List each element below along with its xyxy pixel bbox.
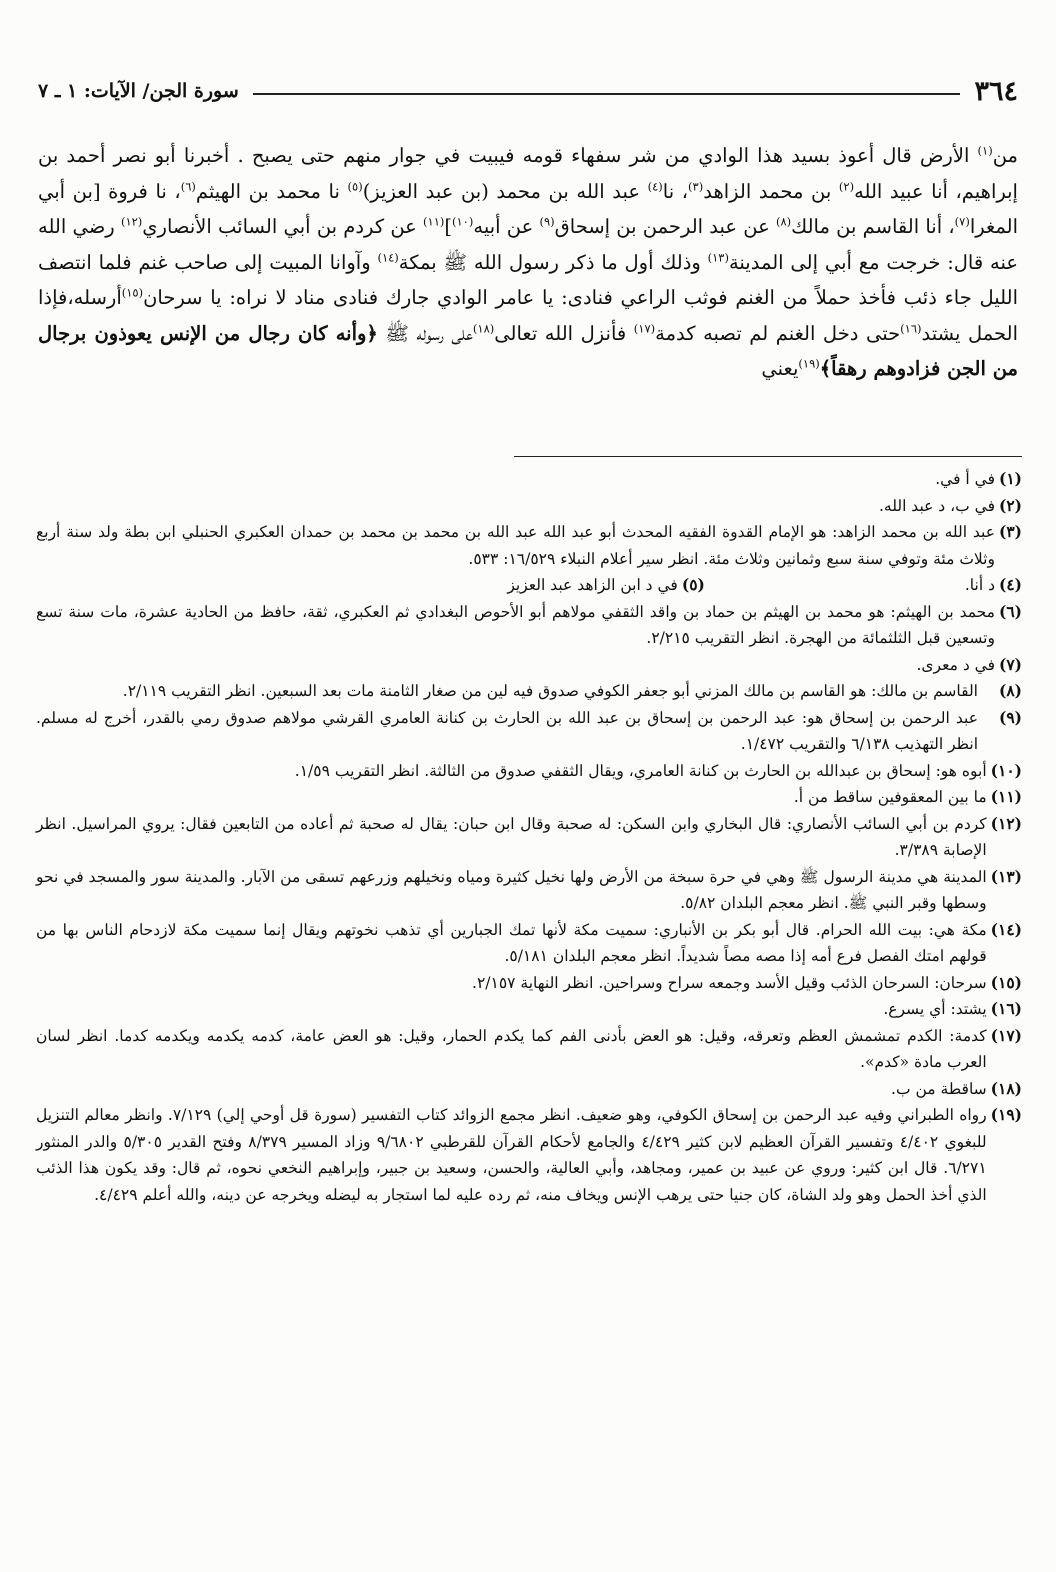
text-run: عبد الله بن محمد (بن عبد العزيز) (362, 179, 648, 203)
footnote-number: (١٣) (990, 866, 1022, 886)
footnote-ref: (١) (977, 143, 993, 158)
footnote-number: (١٦) (990, 999, 1022, 1018)
footnote (36, 811, 1022, 864)
footnote-ref: (١٤) (377, 250, 399, 264)
footnote-text: د أنا. (964, 576, 995, 594)
text-run: وآوانا المبيت إلى صاحب غنم فلما انتصف الليل جاء ذئب فأخذ حملاً من الغنم فوثب الراعي فنادى: يا عامر الوادي جارك فنادى مناد لا نراه: يا سرحان (38, 250, 1018, 309)
footnote-number: (١٤) (990, 919, 1022, 939)
footnote-number: (٤) (998, 575, 1022, 594)
footnote-text: عبد الله بن محمد الزاهد: هو الإمام القدوة الفقيه المحدث أبو عبد الله عبد الله بن محمد بن محمد بن حمدان العكبري الحنبلي ابن بطة ولد سنة أربع وثلاث مئة وتوفي سنة سبع وثمانين وثلاث مئة. انظر سير أعلام النبلاء ١٦/٥٢٩: ٥٣٣. (36, 523, 995, 568)
footnote-number: (٢) (998, 495, 1022, 515)
footnote-ref: (٩) (539, 214, 555, 229)
footnote-text: يشتد: أي يسرع. (883, 1000, 987, 1018)
footnote-text: كدمة: الكدم تمشمش العظم وتعرقه، وقيل: هو العض بأدنى الفم كما يكدم الحمار، وقيل: هو العض عامة، كدمه يكدمه ويكدمه كدما. انظر لسان العرب مادة «كدم». (36, 1026, 987, 1071)
text-run: فأنزل الله تعالى (494, 321, 634, 345)
text-run: أرسله،فإذا الحمل يشتد (38, 286, 1019, 345)
footnote-text: في د معرى. (916, 655, 995, 674)
footnote-ref: (٥) (347, 179, 363, 193)
footnote-number: (١) (998, 469, 1022, 488)
footnote-ref: (١٩) (798, 356, 820, 371)
text-run: عن عبد الرحمن بن إسحاق (554, 215, 776, 238)
footnote (36, 1076, 1022, 1103)
footnote-number: (١١) (990, 787, 1022, 806)
footnote-ref: (٢) (838, 179, 855, 193)
footnote-ref: (١٥) (121, 285, 144, 300)
footnote-ref: (٣) (688, 179, 704, 193)
footnote (36, 970, 1022, 997)
footnote-number: (١٩) (990, 1105, 1022, 1124)
footnote-text: في د ابن الزاهد عبد العزيز (507, 576, 678, 594)
quran-verse: ﴿وأنه كان رجال من الإنس يعوذون برجال من الجن فزادوهم رهقاً﴾ (38, 321, 1018, 380)
footnote-ref: (٦) (180, 179, 196, 193)
footnotes (36, 466, 1022, 1208)
footnote-text: محمد بن الهيثم: هو محمد بن الهيثم بن حماد بن واقد الثقفي مولاهم أبو الأحوص البغدادي ثم العكبري، ثقة، حافظ من الحادية عشرة، مات سنة تسع وتسعين قبل الثلثمائة من الهجرة. انظر التقريب ٢/٢١٥. (36, 602, 995, 647)
footnote-ref: (١٨) (472, 321, 495, 335)
footnote-text: ما بين المعقوفين ساقط من أ. (793, 788, 987, 806)
footnote (36, 519, 1022, 572)
footnote-ref: (١٣) (707, 250, 729, 264)
text-run: الأرض قال أعوذ بسيد هذا الوادي من شر سفهاء قومه فيبيت في جوار منهم حتى يصبح . أخبرنا أبو نصر أحمد بن إبراهيم، أنا عبيد الله (38, 144, 1018, 203)
main-text (38, 138, 1018, 387)
text-run: ، نا فروة [بن أبي المغرا (38, 179, 1019, 238)
text-run: وذلك أول ما ذكر رسول الله ﷺ بمكة (398, 250, 708, 274)
footnote-ref: (١٧) (633, 321, 656, 335)
footnote (36, 705, 1022, 758)
main-paragraph (38, 138, 1018, 387)
footnote (36, 652, 1022, 679)
footnote-text: أبوه هو: إسحاق بن عبدالله بن الحارث بن كنانة العامري، ويقال الثقفي صدوق من الثالثة. انظر التقريب ١/٥٩. (294, 761, 987, 780)
footnote (36, 784, 1022, 811)
footnote-number: (٨) (998, 681, 1022, 700)
text-run: رضي الله عنه قال: خرجت مع أبي إلى المدينة (38, 215, 1018, 274)
text-run: ، أنا القاسم بن مالك (791, 215, 955, 238)
text-run: بن محمد الزاهد (703, 179, 839, 203)
footnote-ref: (١٦) (900, 321, 922, 335)
text-run: من (992, 144, 1018, 167)
footnote-number: (١٧) (990, 1025, 1022, 1045)
footnote-ref: (١٢) (120, 214, 143, 229)
footnote-pair (36, 572, 1022, 599)
text-run: ] (444, 215, 452, 238)
page-number: ٣٦٤ (974, 75, 1018, 107)
footnote-text: ساقطة من ب. (891, 1079, 987, 1098)
footnote-number: (٦) (998, 601, 1022, 621)
text-run: يعني (761, 357, 799, 380)
footnote (36, 758, 1022, 785)
header-rule (253, 93, 961, 95)
text-run: عن أبيه (473, 215, 540, 238)
text-run: عن كردم بن أبي السائب الأنصاري (142, 215, 424, 238)
footnote-separator (514, 456, 1022, 457)
footnote-text: كردم بن أبي السائب الأنصاري: قال البخاري وابن السكن: له صحبة وقال ابن حبان: يقال له صحبة ثم أعاده من التابعين فقال: يروي المراسيل. انظر الإصابة ٣/٣٨٩. (36, 814, 987, 859)
footnote-text: رواه الطبراني وفيه عبد الرحمن بن إسحاق الكوفي، وهو ضعيف. انظر مجمع الزوائد كتاب التفسير (سورة قل أوحي إلي) ٧/١٢٩. وانظر معالم التنزيل للبغوي ٤/٤٠٢ وتفسير القرآن العظيم لابن كثير ٤/٤٢٩ والجامع لأحكام القرآن للقرطبي ٩/٦٨٠٢ وزاد المسير ٨/٣٧٩ وفتح القدير ٥/٣٠٥ والدر المنثور ٦/٢٧١. قال ابن كثير: وروي عن عبيد بن عمير، ومجاهد، وأبي العالية، والحسن، وسعيد بن جبير، وإبراهيم النخعي نحوه، ثم قال: وقد يكون هذا الذئب الذي أخذ الحمل وهو ولد الشاة، كان جنيا حتى يرهب الإنس ويخاف منه، ثم رده عليه لما استجار به ليضله ويخرجه عن دينه، والله أعلم ٤/٤٢٩. (36, 1106, 987, 1204)
footnote-text: مكة هي: بيت الله الحرام. قال أبو بكر بن الأنباري: سميت مكة لأنها تمك الجبارين أي تذهب نخوتهم ويقال إنما سميت مكة لازدحام الناس بها من قولهم امتك الفصل فرع أمه إذا مصه مصاً شديداً. انظر معجم البلدان ٥/١٨١. (36, 920, 987, 965)
footnote-number: (١٢) (990, 813, 1022, 833)
footnote (36, 599, 1022, 652)
footnote-number: (١٨) (990, 1078, 1022, 1098)
footnote (36, 678, 1022, 705)
footnote (36, 493, 1022, 520)
footnote-number: (١٥) (990, 972, 1022, 992)
footnote-ref: (١١) (423, 214, 445, 229)
text-run: ، نا (662, 179, 689, 203)
text-run: على رسوله ﷺ (377, 321, 473, 345)
footnote-ref: (٤) (647, 179, 663, 193)
footnote-text: القاسم بن مالك: هو القاسم بن مالك المزني أبو جعفر الكوفي صدوق فيه لين من صغار الثامنة مات بعد السبعين. انظر التقريب ٢/١١٩. (122, 682, 978, 700)
footnote (36, 864, 1022, 917)
footnote (36, 917, 1022, 970)
running-head: سورة الجن/ الآيات: ١ ـ ٧ (38, 80, 239, 102)
footnote-ref: (٨) (775, 214, 792, 229)
footnote (36, 1102, 1022, 1208)
footnote-text: في أ في. (935, 470, 995, 488)
text-run: نا محمد بن الهيثم (195, 179, 348, 203)
footnote (36, 996, 1022, 1023)
footnote-text: في ب، د عبد الله. (878, 496, 995, 515)
footnote (36, 1023, 1022, 1076)
footnote-ref: (٧) (954, 214, 970, 229)
footnote-text: المدينة هي مدينة الرسول ﷺ وهي في حرة سبخة من الأرض ولها نخيل كثيرة ومياه ونخيلهم وزرعهم تسقى من الآبار. والمدينة سور والمسجد في نحو وسطها وقبر النبي ﷺ. انظر معجم البلدان ٥/٨٢. (36, 867, 987, 912)
footnote-number: (١٠) (990, 760, 1022, 780)
text-run: حتى دخل الغنم لم تصبه كدمة (655, 321, 901, 345)
footnote-text: سرحان: السرحان الذئب وقيل الأسد وجمعه سراح وسراحين. انظر النهاية ٢/١٥٧. (472, 973, 987, 992)
page-header (38, 74, 1018, 108)
footnote-ref: (١٠) (452, 214, 474, 229)
footnote-text: عبد الرحمن بن إسحاق هو: عبد الرحمن بن إسحاق بن عبد الله بن الحارث بن كنانة العامري القرشي مولاهم صدوق رمي بالقدر، أخرج له مسلم. انظر التهذيب ٦/١٣٨ والتقريب ١/٤٧٢. (36, 708, 978, 753)
footnote-number: (٥) (681, 575, 705, 594)
footnote (36, 466, 1022, 493)
footnote-number: (٩) (998, 707, 1022, 727)
footnote-number: (٧) (998, 654, 1022, 674)
footnote-number: (٣) (998, 522, 1022, 541)
